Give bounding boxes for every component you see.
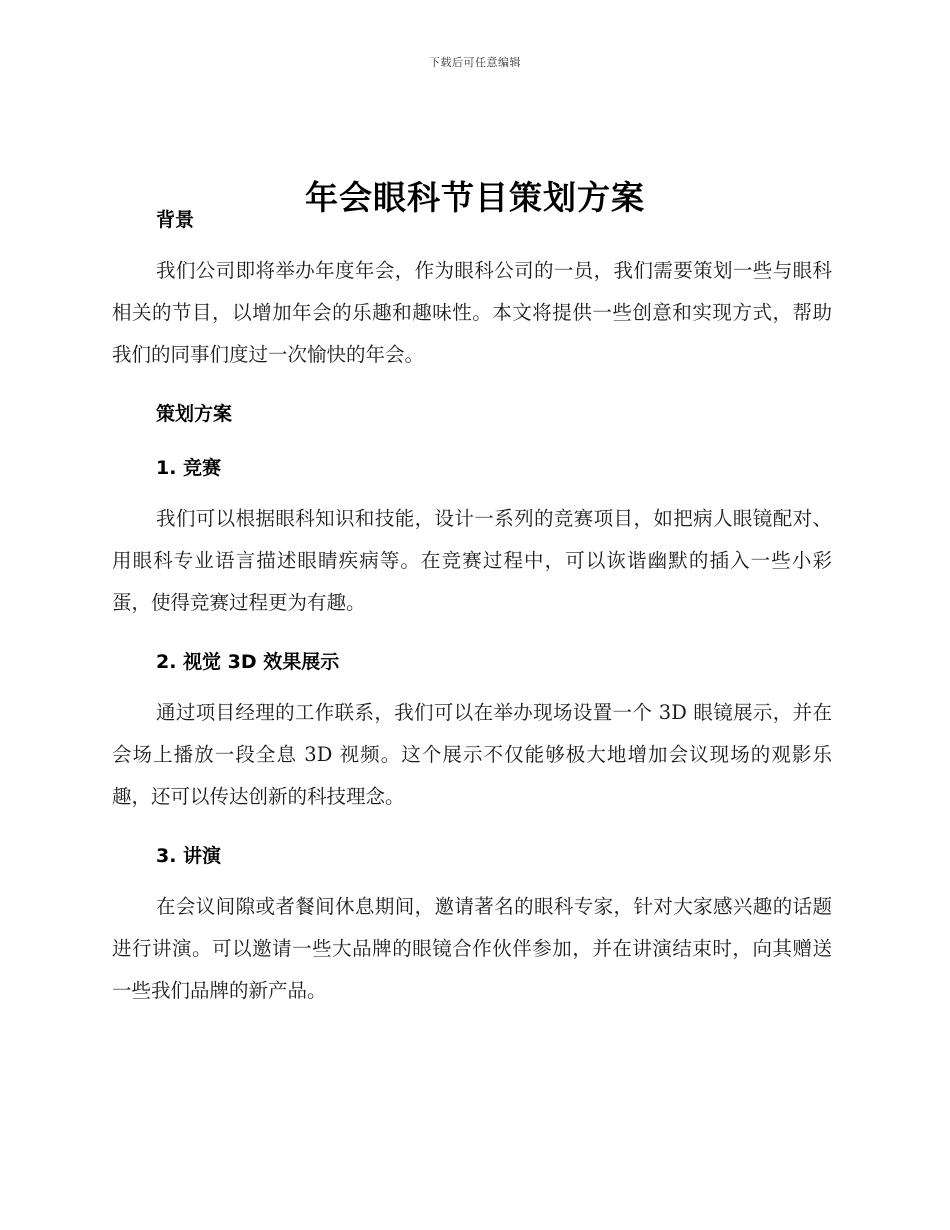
paragraph-background: 我们公司即将举办年度年会，作为眼科公司的一员，我们需要策划一些与眼科相关的节目，以增加年会的乐趣和趣味性。本文将提供一些创意和实现方式，帮助我们的同事们度过一次愉快的年会。 (112, 259, 832, 366)
header-note: 下载后可任意编辑 (429, 56, 521, 69)
item-heading-3d-display: 2. 视觉 3D 效果展示 (156, 651, 340, 673)
section-heading-plan: 策划方案 (156, 403, 233, 425)
document-title: 年会眼科节目策划方案 (305, 178, 645, 218)
section-heading-background: 背景 (156, 209, 195, 231)
item-heading-lecture: 3. 讲演 (156, 845, 222, 867)
paragraph-contest: 我们可以根据眼科知识和技能，设计一系列的竞赛项目，如把病人眼镜配对、用眼科专业语言描述眼睛疾病等。在竞赛过程中，可以诙谐幽默的插入一些小彩蛋，使得竞赛过程更为有趣。 (112, 507, 832, 614)
paragraph-lecture: 在会议间隙或者餐间休息期间，邀请著名的眼科专家，针对大家感兴趣的话题进行讲演。可以邀请一些大品牌的眼镜合作伙伴参加，并在讲演结束时，向其赠送一些我们品牌的新产品。 (112, 895, 832, 1002)
item-heading-contest: 1. 竞赛 (156, 457, 222, 479)
document-body (112, 196, 832, 1012)
paragraph-3d-display: 通过项目经理的工作联系，我们可以在举办现场设置一个 3D 眼镜展示，并在会场上播放一段全息 3D 视频。这个展示不仅能够极大地增加会议现场的观影乐趣，还可以传达创新的科技理念。 (112, 701, 832, 808)
